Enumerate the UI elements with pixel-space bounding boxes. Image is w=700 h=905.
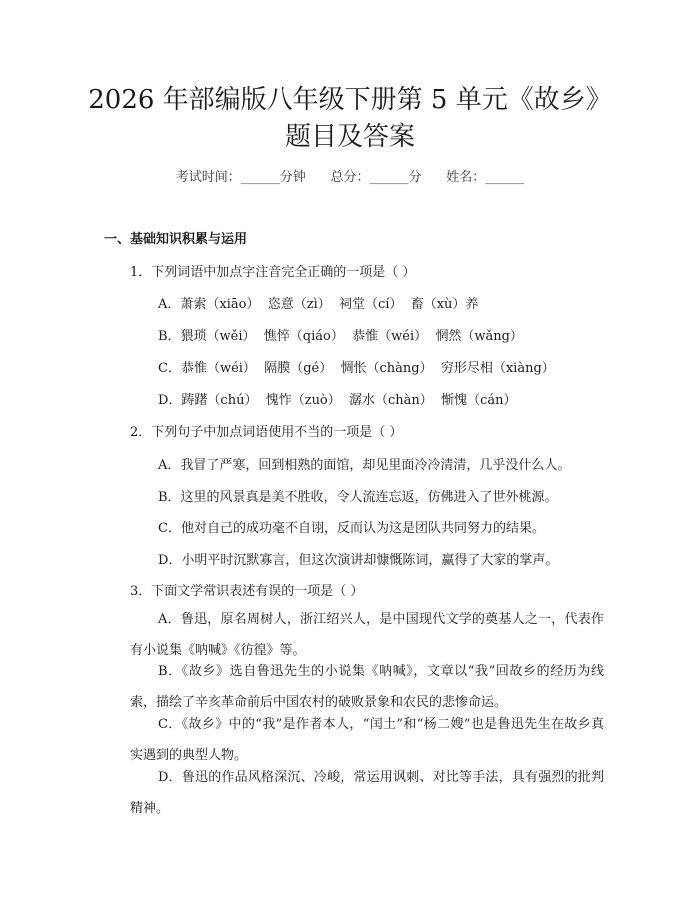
exam-meta: 考试时间：______分钟 总分：______分 姓名：______ <box>175 170 525 185</box>
question-3-stem: 3．下面文学常识表述有误的一项是（ ） <box>130 584 364 599</box>
question-1-stem: 1．下列词语中加点字注音完全正确的一项是（ ） <box>130 265 416 280</box>
question-3-option-d: D．鲁迅的作品风格深沉、冷峻，常运用讽刺、对比等手法，具有强烈的批判精神。 <box>130 770 604 816</box>
question-1-option-d: D．踌躇（chú） 愧怍（zuò） 潺水（chàn） 惭愧（cán） <box>158 393 517 408</box>
question-1-option-a: A．萧索（xiāo） 恣意（zì） 祠堂（cí） 畜（xù）养 <box>158 297 479 312</box>
question-3-option-a: A．鲁迅，原名周树人，浙江绍兴人，是中国现代文学的奠基人之一，代表作有小说集《呐喊》《彷徨》等。 <box>130 612 604 658</box>
question-2-option-d: D．小明平时沉默寡言，但这次演讲却慷慨陈词，赢得了大家的掌声。 <box>158 553 559 568</box>
question-1-option-c: C．恭惟（wéi） 隔膜（gé） 惆怅（chàng） 穷形尽相（xiàng） <box>158 361 555 376</box>
question-3-option-c: C．《故乡》中的“我”是作者本人，“闰土”和“杨二嫂”也是鲁迅先生在故乡真实遇到的典型人物。 <box>130 717 604 763</box>
question-2-stem: 2．下列句子中加点词语使用不当的一项是（ ） <box>130 425 403 440</box>
page-title: 2026 年部编版八年级下册第 5 单元《故乡》 <box>88 85 612 115</box>
question-3-option-b: B．《故乡》选自鲁迅先生的小说集《呐喊》，文章以“我”回故乡的经历为线索，描绘了辛亥革命前后中国农村的破败景象和农民的悲惨命运。 <box>130 664 604 710</box>
question-2-option-b: B．这里的风景真是美不胜收，令人流连忘返，仿佛进入了世外桃源。 <box>158 490 558 505</box>
page-title-line2: 题目及答案 <box>284 122 415 152</box>
question-2-option-a: A．我冒了严寒，回到相熟的面馆，却见里面冷冷清清，几乎没什么人。 <box>158 458 571 473</box>
question-2-option-c: C．他对自己的成功毫不自诩，反而认为这是团队共同努力的结果。 <box>158 521 545 536</box>
question-1-option-b: B．猥琐（wěi） 憔悴（qiáo） 恭惟（wéi） 惘然（wǎng） <box>158 329 523 344</box>
section-heading: 一、基础知识积累与运用 <box>104 232 248 247</box>
